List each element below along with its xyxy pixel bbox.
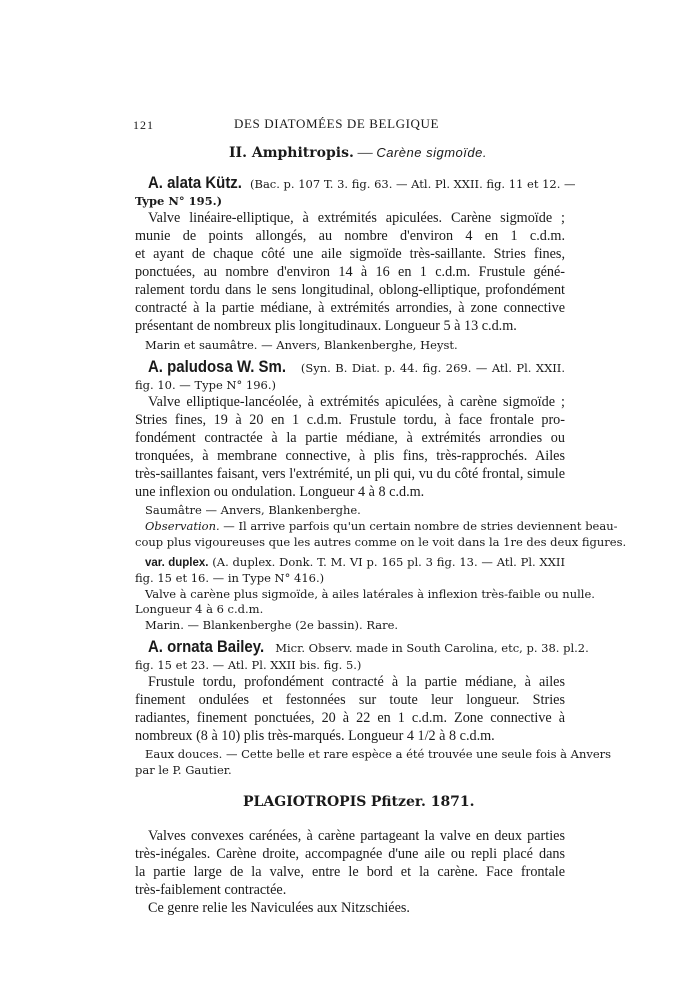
species-heading-alata	[148, 173, 576, 193]
description-line: et ayant de chaque côté une aile sigmoïde très-saillante. Stries fines,	[135, 246, 565, 262]
description-line: nombreux (8 à 10) plis très-marqués. Longueur 4 1/2 à 8 c.d.m.	[135, 728, 495, 744]
genus-description-line: la partie large de la valve, entre le bord et la carène. Face frontale	[135, 864, 565, 880]
description-line: finement ondulées et festonnées sur toute leur longueur. Stries	[135, 692, 565, 708]
description-line: Frustule tordu, profondément contracté à la partie médiane, à ailes	[148, 674, 565, 690]
description-line: munie de points allongés, au nombre d'environ 4 en 1 c.d.m.	[135, 228, 565, 244]
description-line: fondément contractée à la partie médiane, à extrémités arrondies ou	[135, 430, 565, 446]
genus-description-line: Valves convexes carénées, à carène partageant la valve en deux parties	[148, 828, 565, 844]
species-name: A. ornata Bailey.	[148, 637, 265, 656]
genus-name: PLAGIOTROPIS	[243, 794, 367, 810]
description-line: contracté à la partie médiane, à extrémités arrondies, à zone connective	[135, 300, 565, 316]
variety-ref-cont: fig. 15 et 16. — in Type N° 416.)	[135, 571, 325, 585]
genus-description-line: très-inégales. Carène droite, accompagnée d'une aile ou repli placé dans	[135, 846, 565, 862]
species-habitat: Saumâtre — Anvers, Blankenberghe.	[145, 503, 361, 517]
description-line: tronquées, à membrane connective, à plis fins, très-rapprochés. Ailes	[135, 448, 565, 464]
species-ref: Micr. Observ. made in South Carolina, etc, p. 38. pl.2.	[275, 641, 589, 655]
description-line: Valve elliptique-lancéolée, à extrémités apiculées, à carène sigmoïde ;	[148, 394, 565, 410]
description-line: ralement tordu dans le sens longitudinal, oblong-elliptique, profondément	[135, 282, 565, 298]
species-habitat: Marin et saumâtre. — Anvers, Blankenberghe, Heyst.	[145, 338, 458, 352]
section-label: II. Amphitropis.	[229, 145, 354, 161]
description-line: Stries fines, 19 à 20 en 1 c.d.m. Frustule tordu, à face frontale pro-	[135, 412, 565, 428]
observation-line: coup plus vigoureuses que les autres comme on le voit dans la 1re des deux figures.	[135, 535, 627, 549]
page-number: 121	[133, 118, 154, 132]
species-habitat: par le P. Gautier.	[135, 763, 232, 777]
genus-description-line: Ce genre relie les Naviculées aux Nitzschiées.	[148, 900, 410, 916]
species-ref-cont: fig. 10. — Type N° 196.)	[135, 378, 276, 392]
species-habitat: Eaux douces. — Cette belle et rare espèce a été trouvée une seule fois à Anvers	[145, 747, 612, 761]
description-line: radiantes, finement ponctuées, 20 à 22 en 1 c.d.m. Zone connective à	[135, 710, 565, 726]
variety-description: Valve à carène plus sigmoïde, à ailes latérales à inflexion très-faible ou nulle.	[145, 587, 595, 601]
genus-author: Pfitzer. 1871.	[370, 794, 475, 810]
genus-heading	[243, 794, 475, 810]
description-line: une inflexion ou ondulation. Longueur 4 à 8 c.d.m.	[135, 484, 425, 500]
species-ref: (Bac. p. 107 T. 3. fig. 63. — Atl. Pl. XXII. fig. 11 et 12. —	[250, 177, 576, 191]
species-name: A. paludosa W. Sm.	[148, 357, 286, 376]
variety-description: Longueur 4 à 6 c.d.m.	[135, 602, 264, 616]
running-title: DES DIATOMÉES DE BELGIQUE	[234, 116, 440, 131]
variety-ref: (A. duplex. Donk. T. M. VI p. 165 pl. 3 fig. 13. — Atl. Pl. XXII	[212, 555, 565, 569]
variety-habitat: Marin. — Blankenberghe (2e bassin). Rare.	[145, 618, 399, 632]
section-dash: —	[353, 145, 377, 161]
variety-label: var. duplex.	[145, 557, 209, 569]
description-line: présentant de nombreux plis longitudinaux. Longueur 5 à 13 c.d.m.	[135, 318, 517, 334]
observation-text: — Il arrive parfois qu'un certain nombre de stries deviennent beau-	[219, 519, 618, 533]
observation-line	[145, 519, 618, 533]
description-line: très-saillantes faisant, vers l'extrémité, un pli qui, vu du côté frontal, simule	[135, 466, 565, 482]
description-line: ponctuées, au nombre d'environ 14 à 16 en 1 c.d.m. Frustule géné-	[135, 264, 565, 280]
section-subtitle: Carène sigmoïde.	[376, 145, 487, 160]
species-ref-cont: Type N° 195.)	[135, 194, 223, 208]
species-ref: (Syn. B. Diat. p. 44. fig. 269. — Atl. Pl. XXII.	[300, 361, 566, 375]
species-heading-ornata	[148, 637, 589, 657]
observation-label: Observation.	[145, 519, 220, 533]
section-title	[229, 145, 487, 162]
description-line: Valve linéaire-elliptique, à extrémités apiculées. Carène sigmoïde ;	[148, 210, 565, 226]
species-ref-cont: fig. 15 et 23. — Atl. Pl. XXII bis. fig. 5.)	[135, 658, 362, 672]
species-heading-paludosa	[148, 357, 565, 377]
genus-description-line: très-faiblement contractée.	[135, 882, 287, 898]
species-name: A. alata Kütz.	[148, 173, 242, 192]
variety-heading	[145, 555, 565, 569]
